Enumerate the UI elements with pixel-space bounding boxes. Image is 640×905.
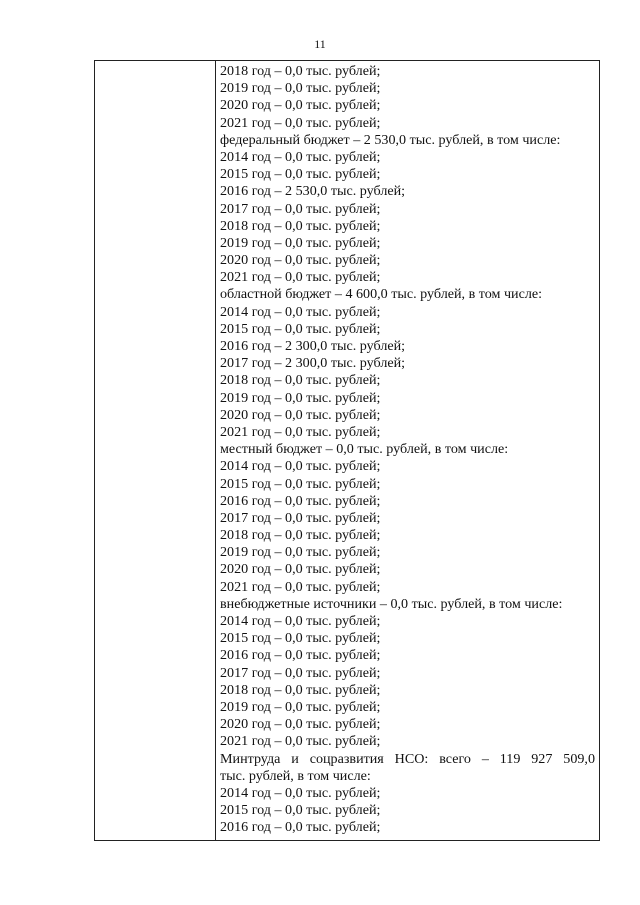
text-line: 2017 год – 0,0 тыс. рублей; <box>220 509 381 526</box>
text-line: федеральный бюджет – 2 530,0 тыс. рублей, в том числе: <box>220 131 561 148</box>
text-line: 2015 год – 0,0 тыс. рублей; <box>220 802 381 819</box>
text-line: 2018 год – 0,0 тыс. рублей; <box>220 372 381 389</box>
text-line: 2020 год – 0,0 тыс. рублей; <box>220 406 381 423</box>
text-line: 2021 год – 0,0 тыс. рублей; <box>220 269 381 286</box>
text-line: 2021 год – 0,0 тыс. рублей; <box>220 423 381 440</box>
text-line: 2021 год – 0,0 тыс. рублей; <box>220 733 381 750</box>
text-line: 2017 год – 2 300,0 тыс. рублей; <box>220 355 406 372</box>
column-divider <box>215 61 216 840</box>
tail-lines-container <box>220 785 595 837</box>
text-line: 2015 год – 0,0 тыс. рублей; <box>220 166 381 183</box>
text-line: 2016 год – 2 300,0 тыс. рублей; <box>220 338 406 354</box>
lines-container <box>220 63 595 751</box>
text-line: 2019 год – 0,0 тыс. рублей; <box>220 80 381 97</box>
text-line: 2014 год – 0,0 тыс. рублей; <box>220 303 381 320</box>
text-line: 2014 год – 0,0 тыс. рублей; <box>220 784 381 801</box>
text-line: 2017 год – 0,0 тыс. рублей; <box>220 664 381 681</box>
text-line: 2016 год – 0,0 тыс. рублей; <box>220 819 381 836</box>
text-line: 2018 год – 0,0 тыс. рублей; <box>220 527 381 544</box>
text-line: 2019 год – 0,0 тыс. рублей; <box>220 698 381 715</box>
text-line: 2018 год – 0,0 тыс. рублей; <box>220 217 381 234</box>
text-line: 2016 год – 2 530,0 тыс. рублей; <box>220 183 406 200</box>
text-line: внебюджетные источники – 0,0 тыс. рублей, в том числе: <box>220 595 563 612</box>
text-line: 2015 год – 0,0 тыс. рублей; <box>220 630 381 647</box>
text-line: 2021 год – 0,0 тыс. рублей; <box>220 114 381 131</box>
text-line: местный бюджет – 0,0 тыс. рублей, в том числе: <box>220 441 509 458</box>
text-line: 2019 год – 0,0 тыс. рублей; <box>220 544 381 561</box>
text-line: областной бюджет – 4 600,0 тыс. рублей, в том числе: <box>220 286 543 303</box>
mintrud-line: Минтруда и соцразвития НСО: всего – 119 927 509,0 <box>220 750 595 767</box>
text-line: 2017 год – 0,0 тыс. рублей; <box>220 200 381 217</box>
text-line: 2014 год – 0,0 тыс. рублей; <box>220 148 381 165</box>
text-line: 2019 год – 0,0 тыс. рублей; <box>220 234 381 251</box>
document-table <box>94 60 600 841</box>
text-line: 2020 год – 0,0 тыс. рублей; <box>220 252 381 269</box>
text-line: 2014 год – 0,0 тыс. рублей; <box>220 458 381 475</box>
text-line: 2020 год – 0,0 тыс. рублей; <box>220 97 381 114</box>
table-cell-content <box>220 63 595 836</box>
text-line: 2016 год – 0,0 тыс. рублей; <box>220 492 381 509</box>
text-line: 2018 год – 0,0 тыс. рублей; <box>220 681 381 698</box>
mintrud-continuation: тыс. рублей, в том числе: <box>220 767 371 784</box>
text-line: 2014 год – 0,0 тыс. рублей; <box>220 613 381 629</box>
text-line: 2020 год – 0,0 тыс. рублей; <box>220 716 381 733</box>
text-line: 2015 год – 0,0 тыс. рублей; <box>220 475 381 492</box>
text-line: 2015 год – 0,0 тыс. рублей; <box>220 320 381 337</box>
text-line: 2020 год – 0,0 тыс. рублей; <box>220 561 381 578</box>
page-number: 11 <box>314 37 326 51</box>
text-line: 2018 год – 0,0 тыс. рублей; <box>220 63 381 79</box>
text-line: 2019 год – 0,0 тыс. рублей; <box>220 389 381 406</box>
text-line: 2021 год – 0,0 тыс. рублей; <box>220 578 381 595</box>
text-line: 2016 год – 0,0 тыс. рублей; <box>220 647 381 664</box>
